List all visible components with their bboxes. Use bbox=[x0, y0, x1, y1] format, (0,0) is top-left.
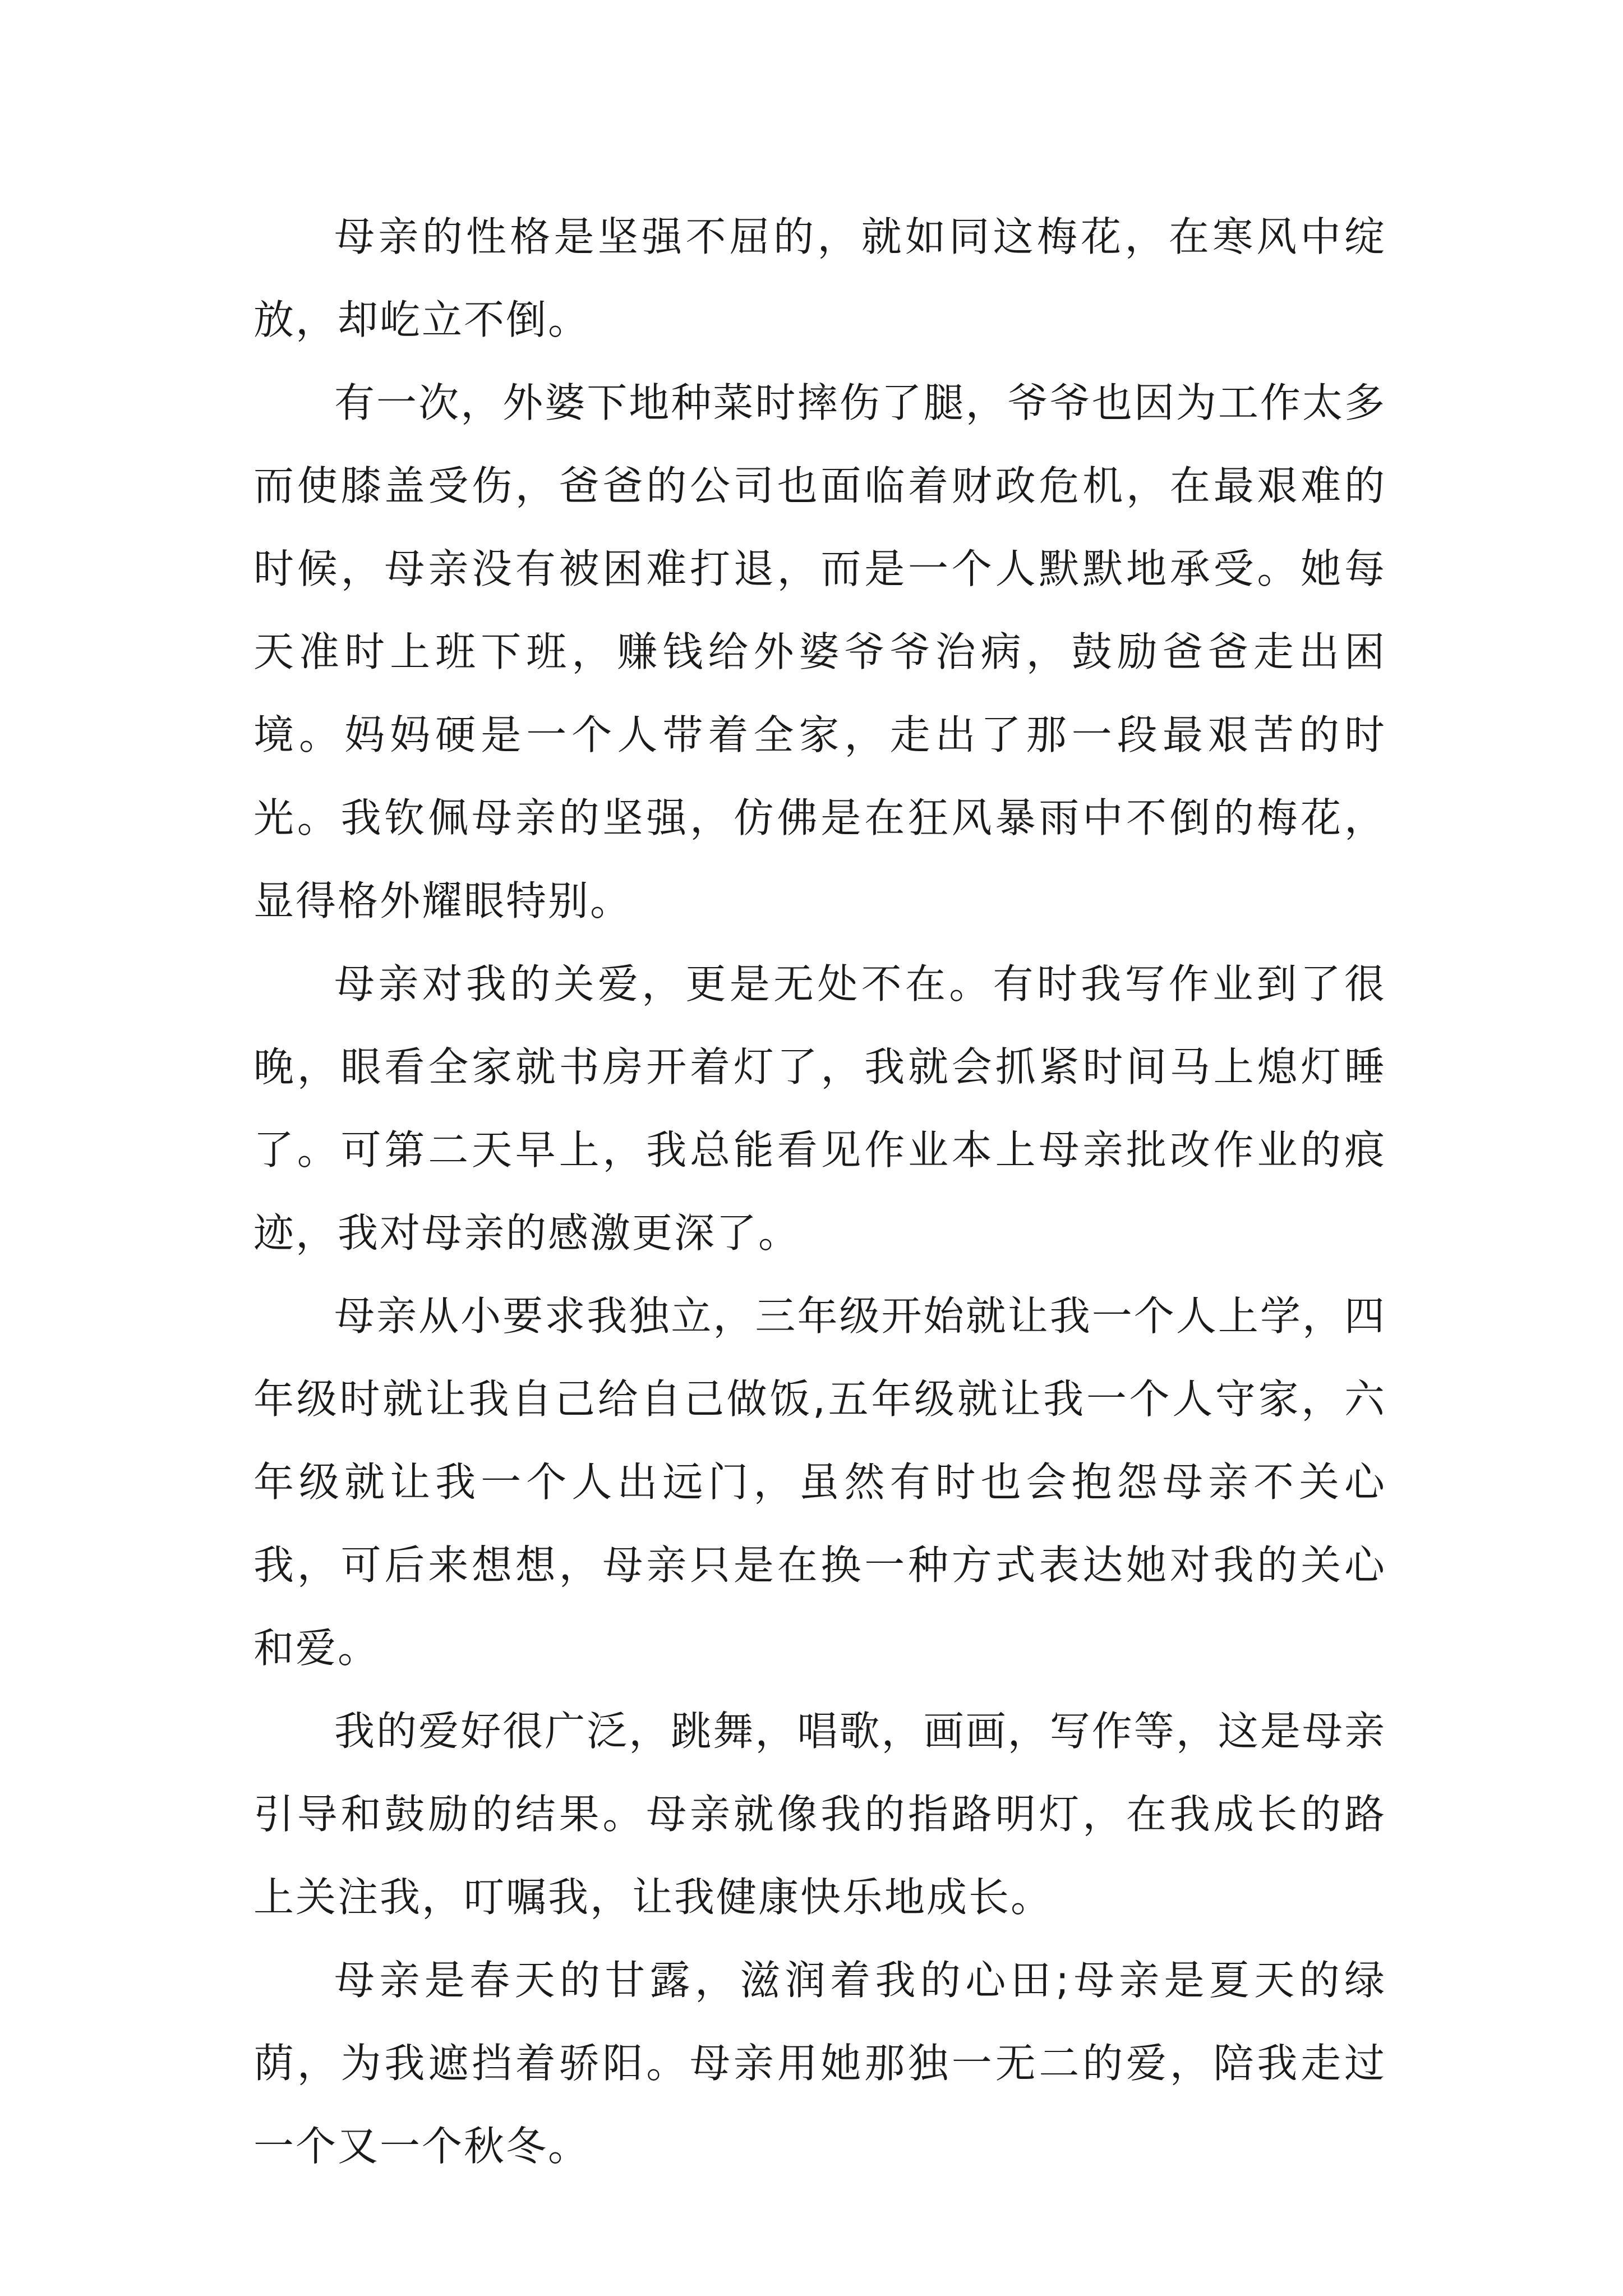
paragraph-6: 母亲是春天的甘露，滋润着我的心田;母亲是夏天的绿荫，为我遮挡着骄阳。母亲用她那独一无二的爱，陪我走过一个又一个秋冬。 bbox=[253, 1957, 1386, 2170]
paragraph-4: 母亲从小要求我独立，三年级开始就让我一个人上学，四年级时就让我自己给自己做饭,五年级就让我一个人守家，六年级就让我一个人出远门，虽然有时也会抱怨母亲不关心我，可后来想想，母亲只是在换一种方式表达她对我的关心和爱。 bbox=[253, 1292, 1386, 1672]
paragraph-1: 母亲的性格是坚强不屈的，就如同这梅花，在寒风中绽放，却屹立不倒。 bbox=[253, 213, 1386, 343]
essay-body bbox=[253, 195, 1386, 2188]
paragraph-2: 有一次，外婆下地种菜时摔伤了腿，爷爷也因为工作太多而使膝盖受伤，爸爸的公司也面临着财政危机，在最艰难的时候，母亲没有被困难打退，而是一个人默默地承受。她每天准时上班下班，赚钱给外婆爷爷治病，鼓励爸爸走出困境。妈妈硬是一个人带着全家，走出了那一段最艰苦的时光。我钦佩母亲的坚强，仿佛是在狂风暴雨中不倒的梅花，显得格外耀眼特别。 bbox=[253, 379, 1386, 924]
paragraph-3: 母亲对我的关爱，更是无处不在。有时我写作业到了很晚，眼看全家就书房开着灯了，我就会抓紧时间马上熄灯睡了。可第二天早上，我总能看见作业本上母亲批改作业的痕迹，我对母亲的感激更深了。 bbox=[253, 960, 1386, 1257]
paragraph-5: 我的爱好很广泛，跳舞，唱歌，画画，写作等，这是母亲引导和鼓励的结果。母亲就像我的指路明灯，在我成长的路上关注我，叮嘱我，让我健康快乐地成长。 bbox=[253, 1708, 1386, 1921]
